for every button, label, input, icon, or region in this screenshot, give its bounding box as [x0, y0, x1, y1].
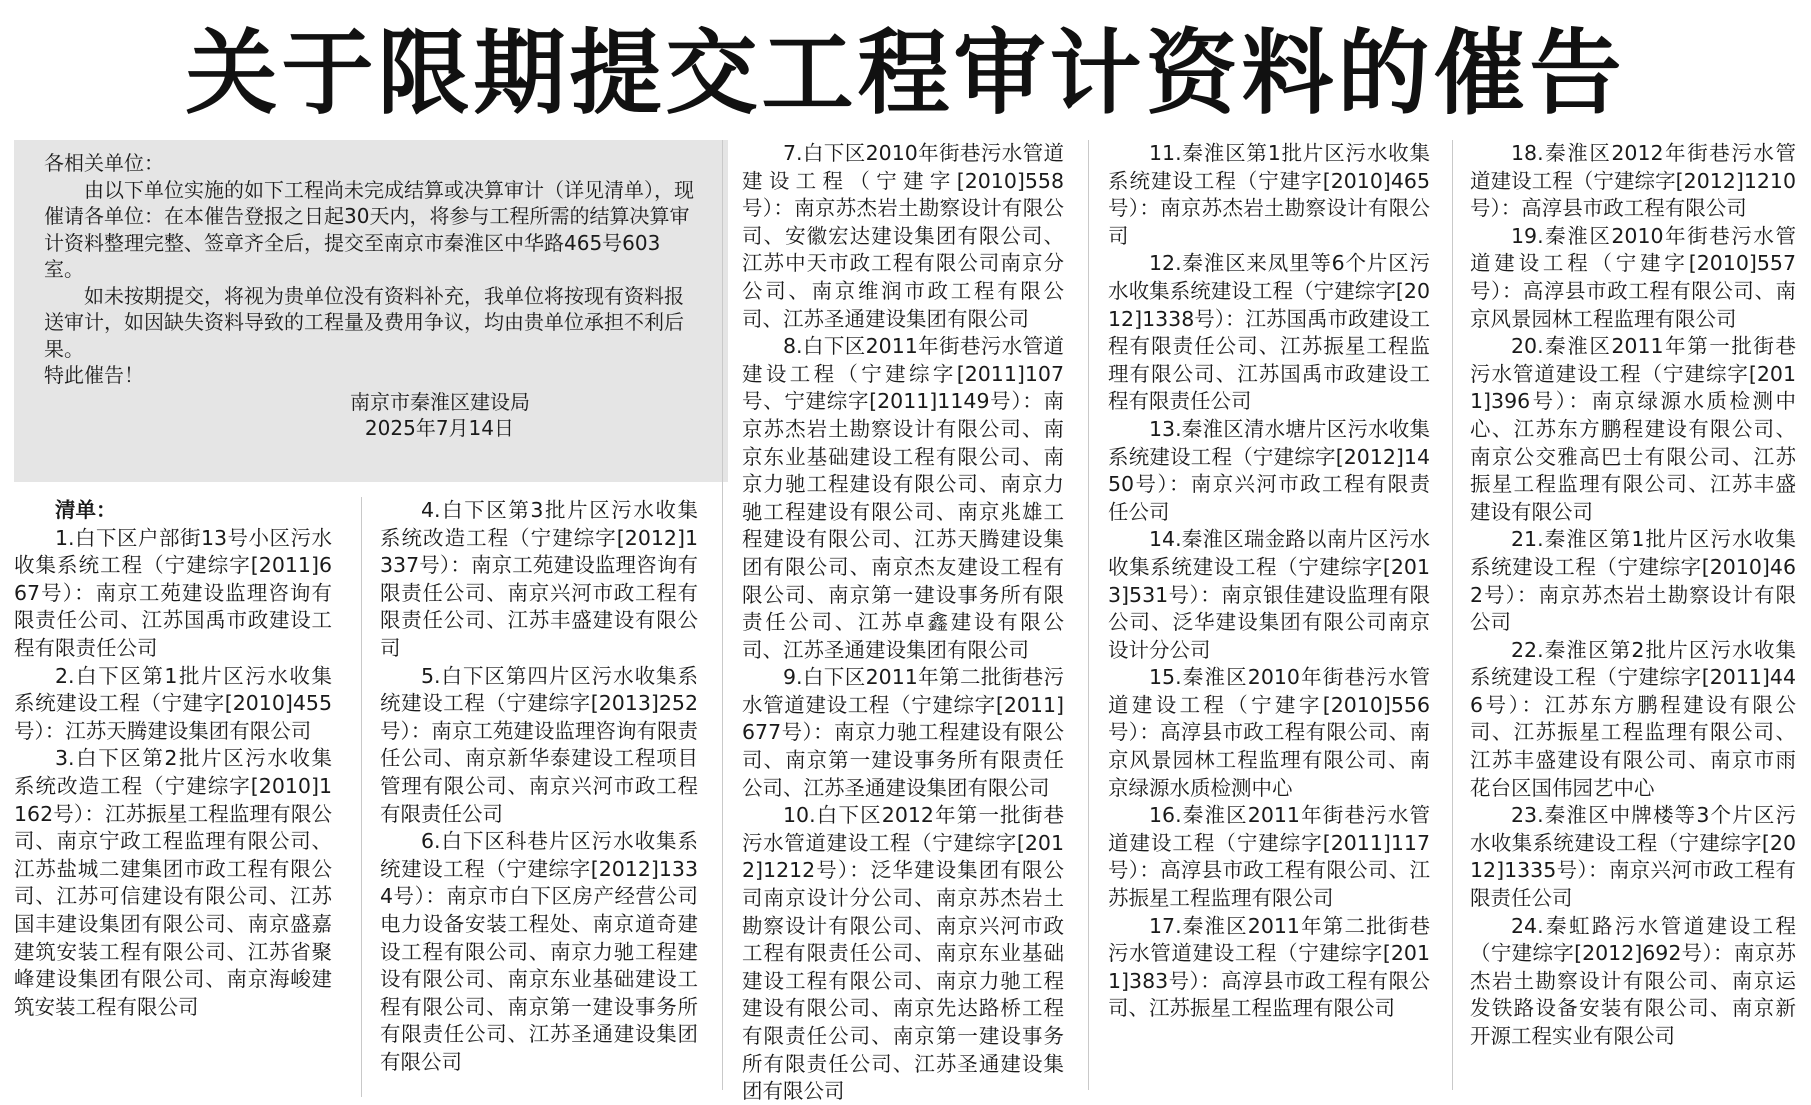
list-column-5 — [1470, 140, 1796, 1102]
list-item: 9.白下区2011年第二批街巷污水管道建设工程（宁建综字[2011]677号）：南京力驰工程建设有限公司、南京第一建设事务所有限责任公司、江苏圣通建设集团有限公司 — [742, 665, 1064, 800]
column-divider — [722, 140, 723, 1090]
list-item: 8.白下区2011年街巷污水管道建设工程（宁建综字[2011]107号、宁建综字[2011]1149号）：南京苏杰岩土勘察设计有限公司、南京东业基础建设工程有限公司、南京力驰工程建设有限公司、南京力驰工程建设有限公司、南京兆雄工程建设有限公司、江苏天腾建设集团有限公司、南京杰友建设工程有限公司、南京第一建设事务所有限责任公司、江苏卓鑫建设有限公司、江苏圣通建设集团有限公司 — [742, 334, 1064, 662]
list-item: 6.白下区科巷片区污水收集系统建设工程（宁建综字[2012]1334号）：南京市白下区房产经营公司电力设备安装工程处、南京道奇建设工程有限公司、南京力驰工程建设有限公司、南京东业基础建设工程有限公司、南京第一建设事务所有限责任公司、江苏圣通建设集团有限公司 — [380, 829, 698, 1074]
list-item: 20.秦淮区2011年第一批街巷污水管道建设工程（宁建综字[2011]396号）：南京绿源水质检测中心、江苏东方鹏程建设有限公司、南京公交雅高巴士有限公司、江苏振星工程监理有限公司、江苏丰盛建设有限公司 — [1470, 334, 1796, 524]
list-heading: 清单： — [55, 498, 117, 522]
list-item: 19.秦淮区2010年街巷污水管道建设工程（宁建字[2010]557号）：高淳县市政工程有限公司、南京风景园林工程监理有限公司 — [1470, 223, 1796, 331]
list-item: 5.白下区第四片区污水收集系统建设工程（宁建综字[2013]252号）：南京工苑建设监理咨询有限责任公司、南京新华泰建设工程项目管理有限公司、南京兴河市政工程有限责任公司 — [380, 663, 698, 826]
notice-closing: 特此催告！ — [44, 363, 144, 387]
list-item: 23.秦淮区中牌楼等3个片区污水收集系统建设工程（宁建综字[2012]1335号）：南京兴河市政工程有限责任公司 — [1470, 803, 1796, 911]
list-item: 24.秦虹路污水管道建设工程（宁建综字[2012]692号）：南京苏杰岩土勘察设计有限公司、南京运发铁路设备安装有限公司、南京新开源工程实业有限公司 — [1470, 913, 1796, 1048]
list-item: 15.秦淮区2010年街巷污水管道建设工程（宁建字[2010]556号）：高淳县市政工程有限公司、南京风景园林工程监理有限公司、南京绿源水质检测中心 — [1108, 665, 1430, 800]
list-item: 10.白下区2012年第一批街巷污水管道建设工程（宁建综字[2012]1212号）：泛华建设集团有限公司南京设计分公司、南京苏杰岩土勘察设计有限公司、南京兴河市政工程有限责任公司、南京东业基础建设工程有限公司、南京力驰工程建设有限公司、南京先达路桥工程有限责任公司、南京第一建设事务所有限责任公司、江苏圣通建设集团有限公司 — [742, 803, 1064, 1102]
list-column-3 — [742, 140, 1064, 1102]
notice-paragraph-1: 由以下单位实施的如下工程尚未完成结算或决算审计（详见清单），现催请各单位：在本催告登报之日起30天内，将参与工程所需的结算决算审计资料整理完整、签章齐全后，提交至南京市秦淮区中华路465号603室。 — [44, 177, 694, 281]
page-title: 关于限期提交工程审计资料的催告 — [185, 20, 1626, 127]
notice-issuer: 南京市秦淮区建设局 — [350, 389, 530, 414]
list-item: 2.白下区第1批片区污水收集系统建设工程（宁建字[2010]455号）：江苏天腾建设集团有限公司 — [14, 663, 332, 743]
list-item: 1.白下区户部街13号小区污水收集系统工程（宁建综字[2011]667号）：南京工苑建设监理咨询有限责任公司、江苏国禹市政建设工程有限责任公司 — [14, 525, 332, 660]
list-column-1 — [14, 497, 332, 1102]
list-item: 18.秦淮区2012年街巷污水管道建设工程（宁建综字[2012]1210号）：高淳县市政工程有限公司 — [1470, 141, 1796, 221]
column-divider — [361, 497, 362, 1097]
column-divider — [1452, 140, 1453, 1090]
column-divider — [1088, 140, 1089, 1090]
list-item: 21.秦淮区第1批片区污水收集系统建设工程（宁建综字[2010]462号）：南京苏杰岩土勘察设计有限公司 — [1470, 527, 1796, 635]
list-item: 13.秦淮区清水塘片区污水收集系统建设工程（宁建综字[2012]1450号）：南京兴河市政工程有限责任公司 — [1108, 416, 1430, 524]
list-item: 17.秦淮区2011年第二批街巷污水管道建设工程（宁建综字[2011]383号）：高淳县市政工程有限公司、江苏振星工程监理有限公司 — [1108, 913, 1430, 1021]
list-column-2 — [380, 497, 698, 1102]
list-item: 12.秦淮区来凤里等6个片区污水收集系统建设工程（宁建综字[2012]1338号）：江苏国禹市政建设工程有限责任公司、江苏振星工程监理有限公司、江苏国禹市政建设工程有限责任公司 — [1108, 251, 1430, 414]
notice-paragraph-2: 如未按期提交，将视为贵单位没有资料补充，我单位将按现有资料报送审计，如因缺失资料导致的工程量及费用争议，均由贵单位承担不利后果。 — [44, 283, 684, 361]
list-item: 4.白下区第3批片区污水收集系统改造工程（宁建综字[2012]1337号）：南京工苑建设监理咨询有限责任公司、南京兴河市政工程有限责任公司、江苏丰盛建设有限公司 — [380, 498, 698, 660]
list-item: 22.秦淮区第2批片区污水收集系统建设工程（宁建综字[2011]446号）：江苏东方鹏程建设有限公司、江苏振星工程监理有限公司、江苏丰盛建设有限公司、南京市雨花台区国伟园艺中心 — [1470, 637, 1796, 800]
list-column-4 — [1108, 140, 1430, 1102]
list-item: 14.秦淮区瑞金路以南片区污水收集系统建设工程（宁建综字[2013]531号）：南京银佳建设监理有限公司、泛华建设集团有限公司南京设计分公司 — [1108, 527, 1430, 662]
list-item: 3.白下区第2批片区污水收集系统改造工程（宁建综字[2010]1162号）：江苏振星工程监理有限公司、南京宁政工程监理有限公司、江苏盐城二建集团市政工程有限公司、江苏可信建设有限公司、江苏国丰建设集团有限公司、南京盛嘉建筑安装工程有限公司、江苏省聚峰建设集团有限公司、南京海峻建筑安装工程有限公司 — [14, 746, 332, 1019]
notice-box — [14, 140, 728, 482]
notice-date: 2025年7月14日 — [364, 416, 514, 440]
notice-salutation: 各相关单位： — [44, 151, 164, 175]
list-item: 7.白下区2010年街巷污水管道建设工程（宁建字[2010]558号）：南京苏杰岩土勘察设计有限公司、安徽宏达建设集团有限公司、江苏中天市政工程有限公司南京分公司、南京维润市政工程有限公司、江苏圣通建设集团有限公司 — [742, 141, 1064, 331]
list-item: 16.秦淮区2011年街巷污水管道建设工程（宁建综字[2011]117号）：高淳县市政工程有限公司、江苏振星工程监理有限公司 — [1108, 803, 1430, 911]
list-item: 11.秦淮区第1批片区污水收集系统建设工程（宁建字[2010]465号）：南京苏杰岩土勘察设计有限公司 — [1108, 141, 1430, 248]
